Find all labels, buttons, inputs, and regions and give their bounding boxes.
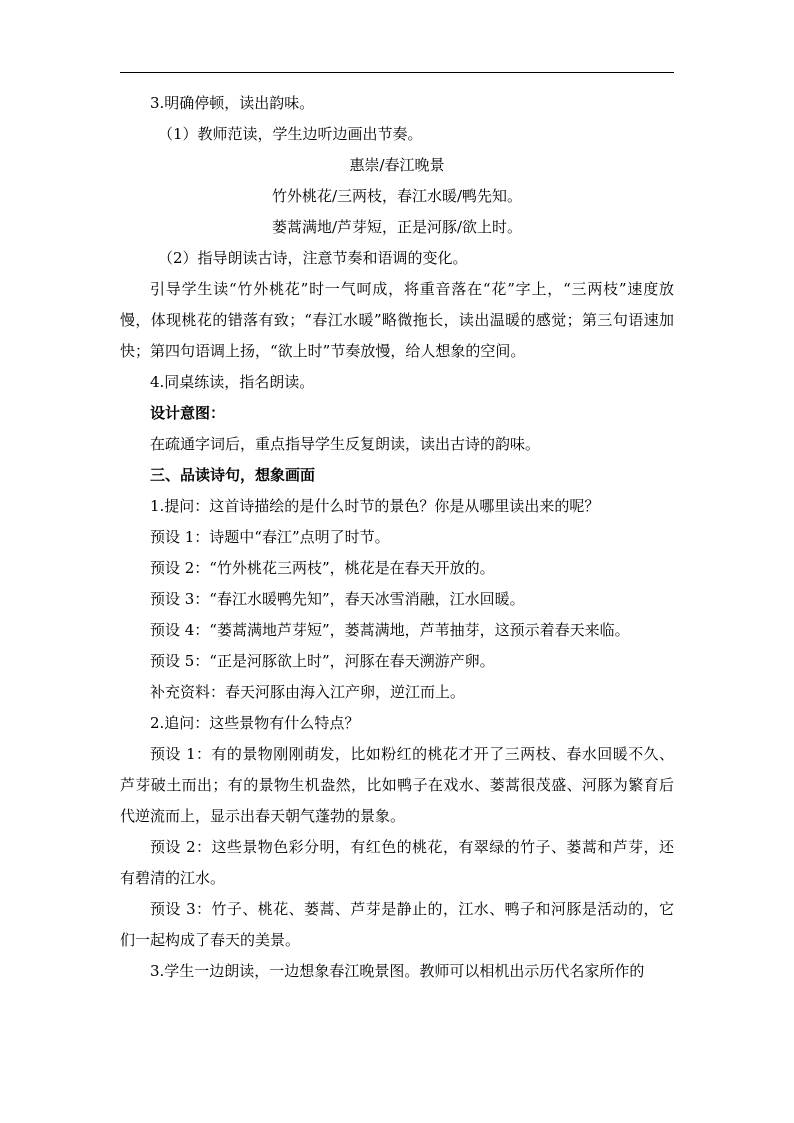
preset-2: 预设 2：“竹外桃花三两枝”，桃花是在春天开放的。 (150, 559, 495, 577)
poem-line-2: 蒌蒿满地/芦芽短，正是河豚/欲上时。 (271, 218, 523, 236)
header-rule (120, 72, 674, 73)
substep-2: （2）指导朗读古诗，注意节奏和语调的变化。 (158, 249, 468, 267)
design-intent-text: 在疏通字词后，重点指导学生反复朗读，读出古诗的韵味。 (150, 435, 541, 453)
preset-5: 预设 5：“正是河豚欲上时”，河豚在春天溯游产卵。 (150, 652, 495, 670)
preset-1: 预设 1：诗题中“春江”点明了时节。 (150, 528, 390, 546)
poem-title: 惠崇/春江晚景 (349, 156, 445, 174)
question-1: 1.提问：这首诗描绘的是什么时节的景色？你是从哪里读出来的呢？ (150, 497, 600, 515)
poem-line-1: 竹外桃花/三两枝，春江水暖/鸭先知。 (271, 187, 523, 205)
section-3-heading: 三、品读诗句，想象画面 (150, 466, 316, 484)
answer-preset-2: 预设 2：这些景物色彩分明，有红色的桃花，有翠绿的竹子、蒌蒿和芦芽，还有碧清的江水。 (120, 838, 674, 887)
step-3-heading: 3.明确停顿，读出韵味。 (150, 94, 315, 112)
reading-guidance: 引导学生读“竹外桃花”时一气呵成，将重音落在“花”字上，“三两枝”速度放慢，体现桃花的错落有致；“春江水暖”略微拖长，读出温暖的感觉；第三句语速加快；第四句语调上扬，“欲上时”节奏放慢，给人想象的空间。 (120, 280, 674, 360)
answer-preset-3: 预设 3：竹子、桃花、蒌蒿、芦芽是静止的，江水、鸭子和河豚是活动的，它们一起构成了春天的美景。 (120, 900, 674, 949)
step-3-activity: 3.学生一边朗读，一边想象春江晚景图。教师可以相机出示历代名家所作的 (150, 962, 645, 980)
document-body (120, 88, 674, 987)
substep-1: （1）教师范读，学生边听边画出节奏。 (158, 125, 423, 143)
preset-4: 预设 4：“蒌蒿满地芦芽短”，蒌蒿满地，芦苇抽芽，这预示着春天来临。 (150, 621, 630, 639)
preset-3: 预设 3：“春江水暖鸭先知”，春天冰雪消融，江水回暖。 (150, 590, 525, 608)
question-2: 2.追问：这些景物有什么特点？ (150, 714, 360, 732)
step-4-heading: 4.同桌练读，指名朗读。 (150, 373, 315, 391)
design-intent-label: 设计意图： (150, 404, 226, 422)
supplementary-material: 补充资料：春天河豚由海入江产卵，逆江而上。 (150, 683, 466, 701)
answer-preset-1: 预设 1：有的景物刚刚萌发，比如粉红的桃花才开了三两枝、春水回暖不久、芦芽破土而出；有的景物生机盎然，比如鸭子在戏水、蒌蒿很茂盛、河豚为繁育后代逆流而上，显示出春天朝气蓬勃的景象。 (120, 745, 674, 825)
